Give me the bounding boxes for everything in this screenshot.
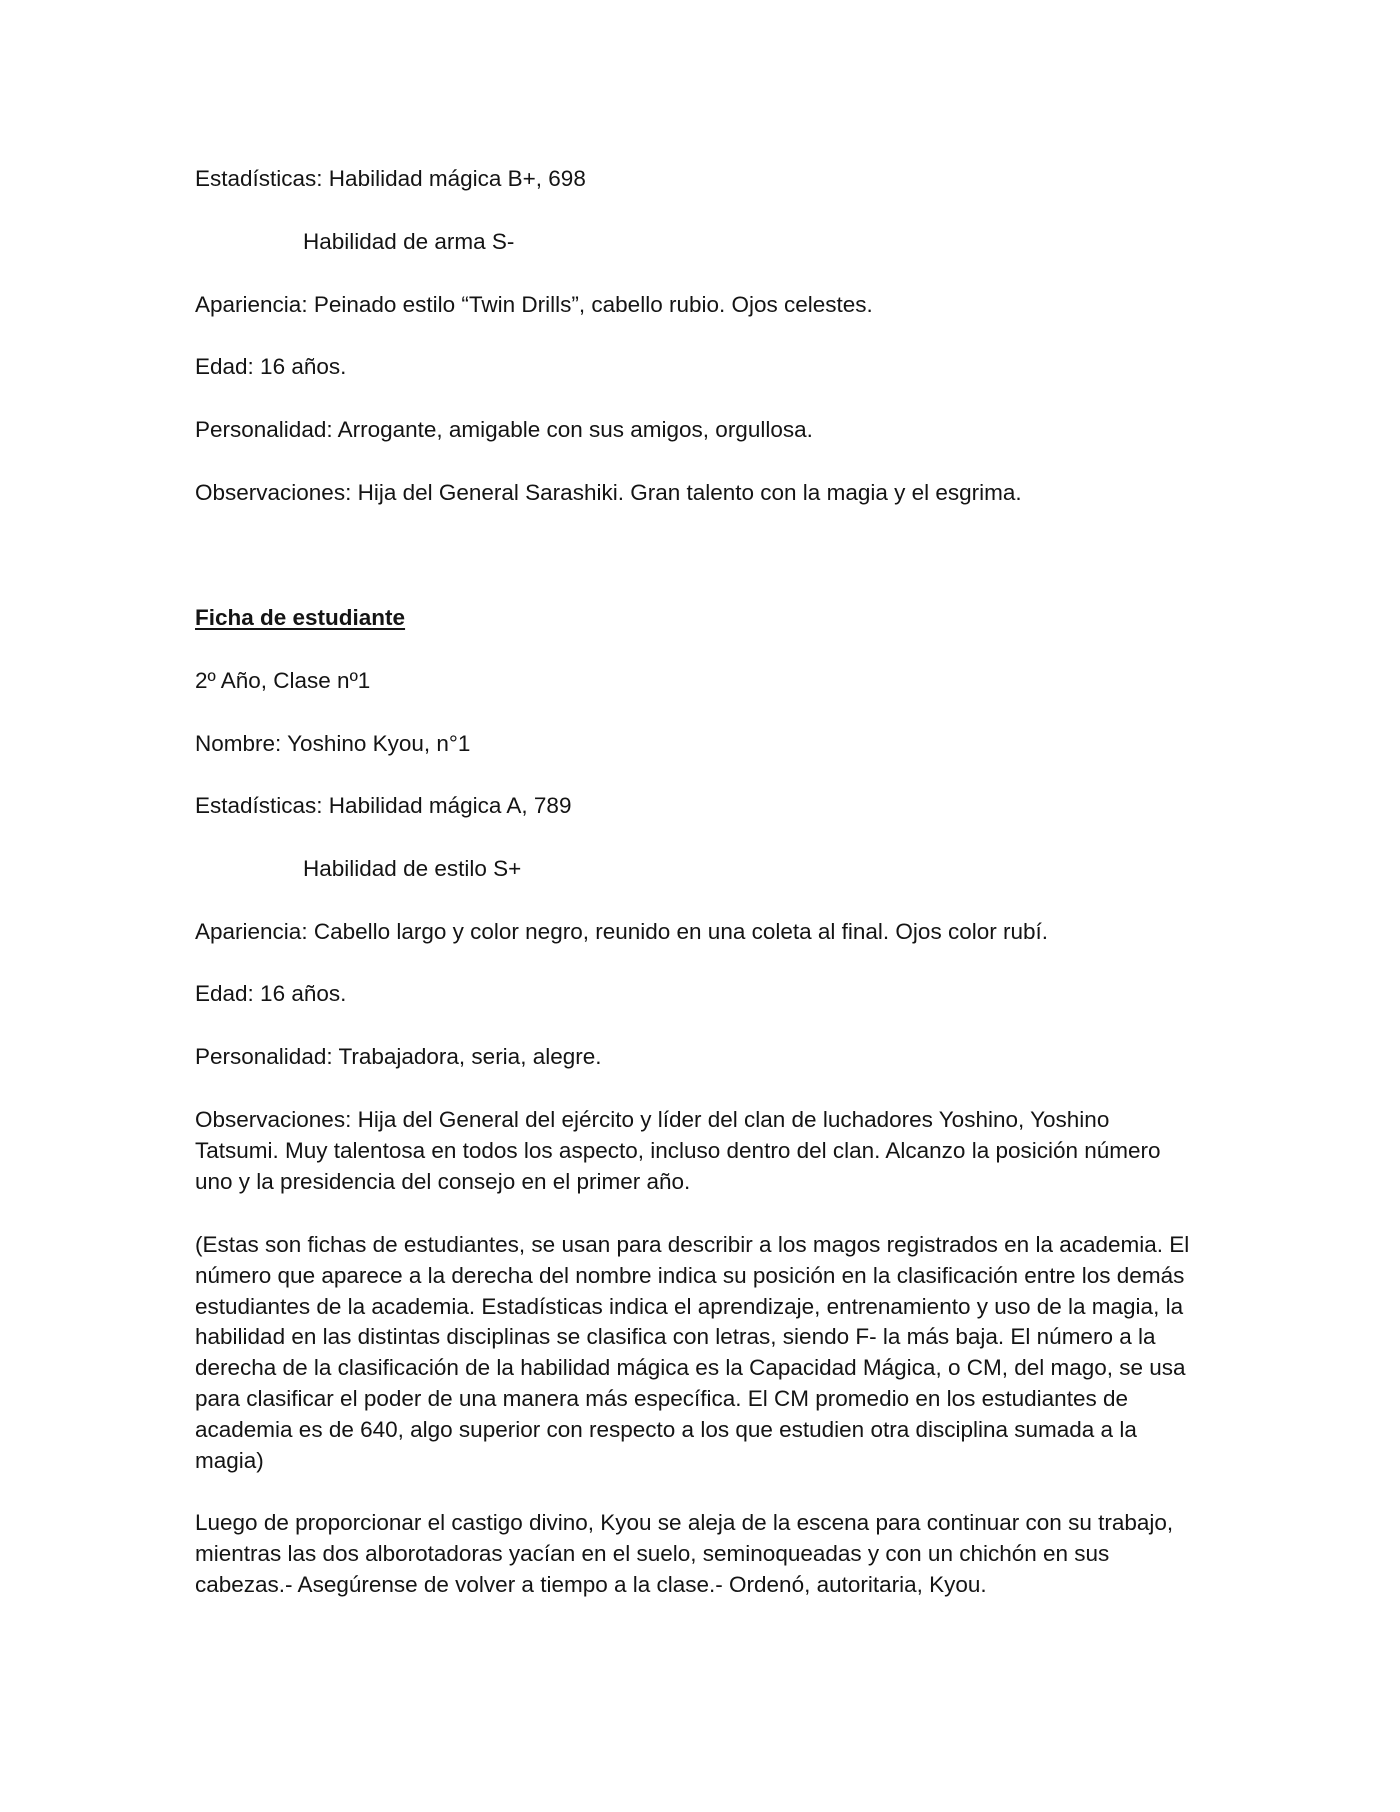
second-observations-line: Observaciones: Hija del General del ejército y líder del clan de luchadores Yoshino, Yoshino — [195, 1107, 1110, 1132]
first-appearance: Apariencia: Peinado estilo “Twin Drills”, cabello rubio. Ojos celestes. — [195, 292, 873, 317]
narrative-line: cabezas.- Asegúrense de volver a tiempo a la clase.- Ordenó, autoritaria, Kyou. — [195, 1572, 987, 1597]
note-line: habilidad en las distintas disciplinas se clasifica con letras, siendo F- la más baja. El número a la — [195, 1324, 1156, 1349]
second-stats-magic: Estadísticas: Habilidad mágica A, 789 — [195, 793, 572, 818]
student-record-heading: Ficha de estudiante — [195, 605, 406, 630]
second-class: 2º Año, Clase nº1 — [195, 668, 371, 693]
note-line: número que aparece a la derecha del nombre indica su posición en la clasificación entre los demás — [195, 1263, 1185, 1288]
first-observations: Observaciones: Hija del General Sarashiki. Gran talento con la magia y el esgrima. — [195, 480, 1022, 505]
second-personality: Personalidad: Trabajadora, seria, alegre. — [195, 1044, 602, 1069]
second-appearance: Apariencia: Cabello largo y color negro, reunido en una coleta al final. Ojos color rubí. — [195, 919, 1048, 944]
note-line: magia) — [195, 1448, 264, 1473]
second-observations-line: uno y la presidencia del consejo en el primer año. — [195, 1169, 691, 1194]
second-stats-style: Habilidad de estilo S+ — [303, 856, 522, 881]
note-line: (Estas son fichas de estudiantes, se usan para describir a los magos registrados en la academia. El — [195, 1232, 1190, 1257]
first-stats-weapon: Habilidad de arma S- — [303, 229, 515, 254]
note-line: estudiantes de la academia. Estadísticas indica el aprendizaje, entrenamiento y uso de la magia, la — [195, 1294, 1184, 1319]
note-line: derecha de la clasificación de la habilidad mágica es la Capacidad Mágica, o CM, del mago, se usa — [195, 1355, 1186, 1380]
first-age: Edad: 16 años. — [195, 354, 347, 379]
first-stats-magic: Estadísticas: Habilidad mágica B+, 698 — [195, 166, 586, 191]
note-line: academia es de 640, algo superior con respecto a los que estudien otra disciplina sumada a la — [195, 1417, 1137, 1442]
second-observations-line: Tatsumi. Muy talentosa en todos los aspecto, incluso dentro del clan. Alcanzo la posición número — [195, 1138, 1161, 1163]
note-line: para clasificar el poder de una manera más específica. El CM promedio en los estudiantes de — [195, 1386, 1128, 1411]
second-age: Edad: 16 años. — [195, 981, 347, 1006]
narrative-line: Luego de proporcionar el castigo divino, Kyou se aleja de la escena para continuar con su trabajo, — [195, 1510, 1174, 1535]
second-name: Nombre: Yoshino Kyou, n°1 — [195, 731, 471, 756]
narrative-line: mientras las dos alborotadoras yacían en el suelo, seminoqueadas y con un chichón en sus — [195, 1541, 1110, 1566]
first-personality: Personalidad: Arrogante, amigable con sus amigos, orgullosa. — [195, 417, 813, 442]
